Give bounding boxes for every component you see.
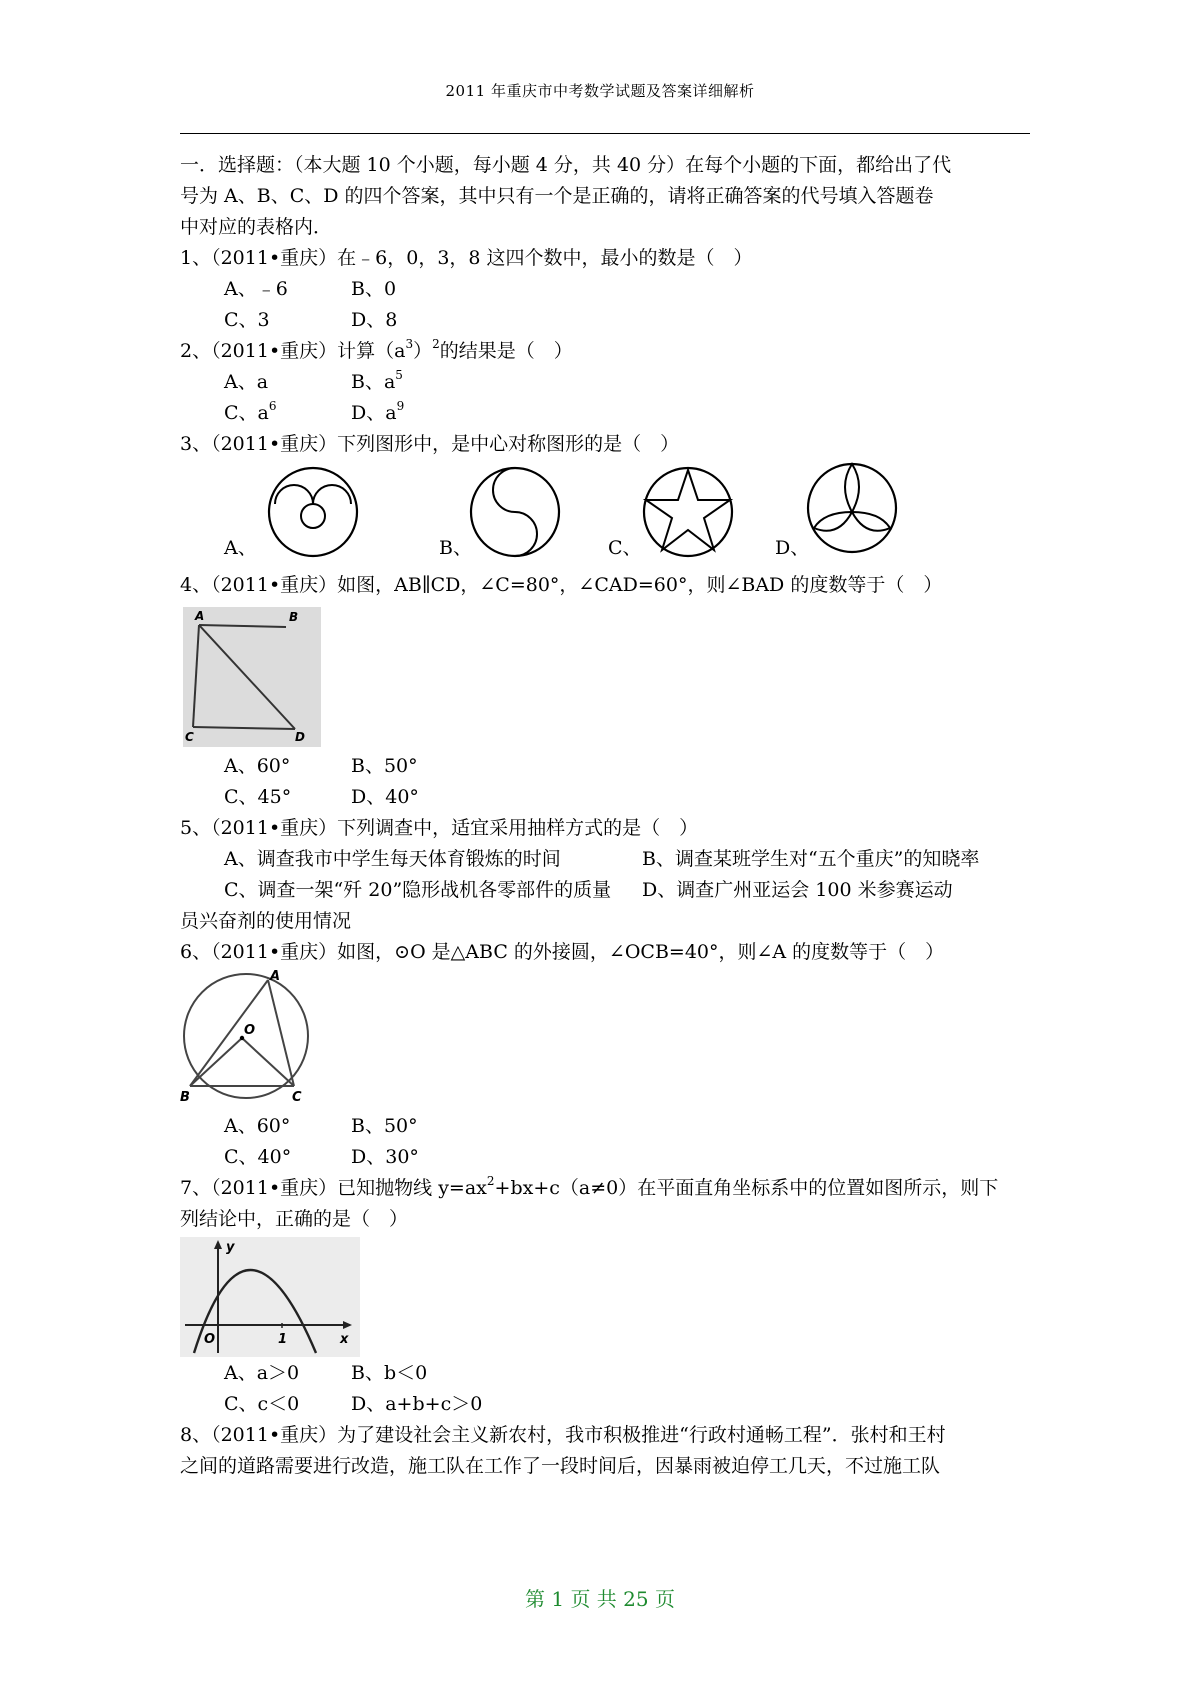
q1-option-b: B、0 xyxy=(351,278,397,300)
q4-label-b: B xyxy=(289,610,299,624)
question-3-stem: 3、（2011•重庆）下列图形中，是中心对称图形的是（ ） xyxy=(180,433,680,455)
q5-option-b: B、调查某班学生对“五个重庆”的知晓率 xyxy=(642,848,980,870)
q5-option-d-continuation: 员兴奋剂的使用情况 xyxy=(180,910,352,932)
q7-option-a: A、a＞0 xyxy=(224,1362,300,1384)
question-6-options-row xyxy=(180,1111,1030,1142)
q4-option-a: A、60° xyxy=(224,755,291,777)
q3-figure-d xyxy=(804,460,900,556)
question-6-options-row xyxy=(180,1142,1030,1173)
q6-label-c: C xyxy=(292,1090,302,1105)
q7-exponent: 2 xyxy=(486,1174,495,1188)
question-2-options-row xyxy=(180,398,1030,429)
question-5-stem: 5、（2011•重庆）下列调查中，适宜采用抽样方式的是（ ） xyxy=(180,817,699,839)
question-3-figures xyxy=(180,460,1030,570)
question-7-options-row xyxy=(180,1358,1030,1389)
question-4-stem: 4、（2011•重庆）如图，AB∥CD，∠C=80°，∠CAD=60°，则∠BAD 的度数等于（ ） xyxy=(180,574,943,596)
q2-stem-text: ） xyxy=(413,340,433,362)
q4-option-b: B、50° xyxy=(351,755,418,777)
question-7-figure-area xyxy=(180,1235,1030,1358)
section-intro-line: 号为 A、B、C、D 的四个答案，其中只有一个是正确的，请将正确答案的代号填入答题卷 xyxy=(180,185,934,207)
q6-label-b: B xyxy=(180,1090,190,1105)
q4-figure xyxy=(183,607,321,747)
q2-stem-text: 2、（2011•重庆）计算（a xyxy=(180,340,406,362)
question-7-stem xyxy=(180,1173,1030,1204)
header-divider xyxy=(180,133,1030,134)
q1-option-a: A、﹣6 xyxy=(224,278,288,300)
q3-figure-a xyxy=(265,464,361,560)
q4-label-c: C xyxy=(185,730,194,744)
q3-label-c: C、 xyxy=(608,537,642,559)
page-footer: 第 1 页 共 25 页 xyxy=(525,1587,675,1611)
question-6-figure-area xyxy=(180,968,1030,1111)
question-7-stem-line2: 列结论中，正确的是（ ） xyxy=(180,1208,409,1230)
q4-label-a: A xyxy=(195,609,205,623)
q2-exponent: 2 xyxy=(432,337,440,351)
question-1-options-row xyxy=(180,305,1030,336)
question-5-options-row xyxy=(180,875,1030,906)
q3-label-a: A、 xyxy=(224,537,257,559)
question-8-stem: 8、（2011•重庆）为了建设社会主义新农村，我市积极推进“行政村通畅工程”．张村和王村 xyxy=(180,1424,946,1446)
page-content xyxy=(180,150,1030,1482)
q4-label-d: D xyxy=(295,730,305,744)
q7-option-d: D、a+b+c＞0 xyxy=(351,1393,483,1415)
question-4-figure-area xyxy=(180,601,1030,751)
question-4-options-row xyxy=(180,782,1030,813)
q7-option-c: C、c＜0 xyxy=(224,1393,300,1415)
q5-option-a: A、调查我市中学生每天体育锻炼的时间 xyxy=(224,848,561,870)
question-7-options-row xyxy=(180,1389,1030,1420)
q4-option-d: D、40° xyxy=(351,786,419,808)
q2-option-d: D、$a^9$ xyxy=(351,399,405,424)
q7-option-b: B、b＜0 xyxy=(351,1362,428,1384)
question-2-options-row xyxy=(180,367,1030,398)
q6-option-b: B、50° xyxy=(351,1115,418,1137)
q2-option-b: B、$a^5$ xyxy=(351,368,403,393)
q7-label-x: x xyxy=(340,1332,349,1347)
section-intro-line: 中对应的表格内． xyxy=(180,216,333,238)
question-1-options-row xyxy=(180,274,1030,305)
q6-option-c: C、40° xyxy=(224,1146,292,1168)
q2-option-a: A、a xyxy=(224,371,269,393)
question-1-stem: 1、（2011•重庆）在﹣6，0，3，8 这四个数中，最小的数是（ ） xyxy=(180,247,753,269)
q5-option-d: D、调查广州亚运会 100 米参赛运动 xyxy=(642,879,953,901)
question-4-options-row xyxy=(180,751,1030,782)
q7-label-y: y xyxy=(226,1240,235,1255)
q7-stem-text: +bx+c（a≠0）在平面直角坐标系中的位置如图所示，则下 xyxy=(494,1177,999,1199)
q5-option-c: C、调查一架“歼 20”隐形战机各零部件的质量 xyxy=(224,879,612,901)
section-intro-line: 一．选择题：（本大题 10 个小题，每小题 4 分，共 40 分）在每个小题的下面，都给出了代 xyxy=(180,154,952,176)
question-5-options-row xyxy=(180,844,1030,875)
q3-figure-b xyxy=(467,464,563,560)
q6-label-o: O xyxy=(244,1023,256,1038)
q6-option-a: A、60° xyxy=(224,1115,291,1137)
question-8-stem: 之间的道路需要进行改造，施工队在工作了一段时间后，因暴雨被迫停工几天，不过施工队 xyxy=(180,1455,941,1477)
q2-exponent: 3 xyxy=(405,337,414,351)
q3-label-d: D、 xyxy=(775,537,810,559)
q4-option-c: C、45° xyxy=(224,786,292,808)
q2-option-c: C、$a^6$ xyxy=(224,399,277,424)
page-header-title: 2011 年重庆市中考数学试题及答案详细解析 xyxy=(445,82,755,100)
q1-option-c: C、3 xyxy=(224,309,270,331)
question-6-stem: 6、（2011•重庆）如图，⊙O 是△ABC 的外接圆，∠OCB=40°，则∠A 的度数等于（ ） xyxy=(180,941,945,963)
q1-option-d: D、8 xyxy=(351,309,398,331)
question-2-stem xyxy=(180,336,1030,367)
q7-figure xyxy=(180,1237,360,1357)
q6-label-a: A xyxy=(270,969,281,984)
q3-figure-c xyxy=(640,464,736,560)
q2-stem-text: 的结果是（ ） xyxy=(439,340,573,362)
q7-label-one: 1 xyxy=(278,1332,288,1347)
q7-label-o: O xyxy=(204,1332,216,1347)
q6-option-d: D、30° xyxy=(351,1146,419,1168)
q3-label-b: B、 xyxy=(439,537,472,559)
q6-figure xyxy=(180,968,320,1108)
q7-stem-text: 7、（2011•重庆）已知抛物线 y=ax xyxy=(180,1177,487,1199)
